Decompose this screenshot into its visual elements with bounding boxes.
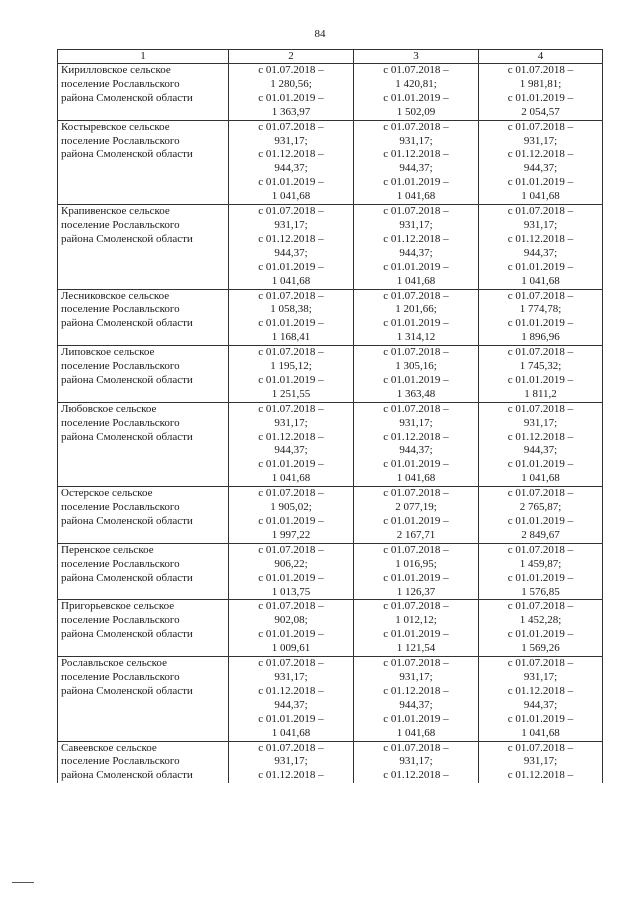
tariff-line: с 01.01.2019 – — [383, 317, 449, 330]
tariff-line: с 01.07.2018 – — [507, 543, 574, 556]
tariff-line: с 01.07.2018 – — [258, 346, 324, 359]
tariff-line: с 01.12.2018 – — [383, 148, 449, 161]
tariff-line: 1 774,78; — [519, 303, 562, 316]
tariff-line: 944,37; — [274, 246, 308, 259]
tariff-line: 1 041,68 — [396, 726, 436, 739]
settlement-name-line: Перенское сельское — [61, 543, 154, 556]
table-row — [58, 120, 603, 204]
table-body — [58, 64, 603, 784]
tariff-line: с 01.01.2019 – — [258, 260, 324, 273]
settlement-name-line: Любовское сельское — [61, 402, 157, 415]
settlement-name-line: района Смоленской области — [61, 684, 193, 697]
tariff-line: с 01.01.2019 – — [383, 373, 449, 386]
tariff-line: с 01.07.2018 – — [383, 64, 449, 76]
tariff-cell-col3 — [354, 741, 479, 783]
tariff-line: с 01.07.2018 – — [507, 346, 574, 359]
settlement-name-line: района Смоленской области — [61, 571, 193, 584]
tariff-line: с 01.01.2019 – — [383, 458, 449, 471]
tariff-line: с 01.01.2019 – — [258, 373, 324, 386]
tariff-line: 1 896,96 — [521, 331, 560, 344]
settlement-name-line: поселение Рославльского — [61, 134, 180, 147]
tariff-cell-col3 — [354, 120, 479, 204]
tariff-line: с 01.01.2019 – — [258, 571, 324, 584]
tariff-line: с 01.12.2018 – — [258, 148, 324, 161]
tariff-line: 1 811,2 — [524, 387, 557, 400]
tariff-line: с 01.07.2018 – — [383, 402, 449, 415]
tariff-line: 2 077,19; — [395, 501, 437, 514]
tariff-line: с 01.01.2019 – — [258, 628, 324, 641]
tariff-line: 1 041,68 — [396, 190, 436, 203]
settlement-name-line: района Смоленской области — [61, 628, 193, 641]
tariff-cell-col4 — [479, 120, 603, 204]
tariff-cell-col2 — [229, 487, 354, 544]
tariff-line: с 01.07.2018 – — [383, 741, 449, 754]
tariff-line: 1 041,68 — [271, 274, 311, 287]
settlement-name-line: поселение Рославльского — [61, 557, 180, 570]
tariff-line: 931,17; — [399, 670, 433, 683]
table-row — [58, 402, 603, 486]
tariff-line: 2 054,57 — [521, 105, 560, 118]
tariff-line: 944,37; — [523, 246, 558, 259]
tariff-line: 1 013,75 — [271, 585, 311, 598]
tariff-cell-col4 — [479, 205, 603, 289]
tariff-line: с 01.07.2018 – — [507, 120, 574, 133]
tariff-line: 931,17; — [399, 416, 433, 429]
tariff-line: с 01.07.2018 – — [258, 741, 324, 754]
settlement-name-cell — [58, 205, 229, 289]
tariff-line: 931,17; — [399, 218, 433, 231]
tariff-line: 1 121,54 — [396, 642, 436, 655]
settlement-name-line: поселение Рославльского — [61, 303, 180, 316]
tariff-line: 1 459,87; — [519, 557, 562, 570]
tariff-line: 1 576,85 — [521, 585, 560, 598]
tariff-line: 1 195,12; — [270, 360, 312, 373]
settlement-name-line: поселение Рославльского — [61, 755, 180, 768]
tariff-line: 1 058,38; — [270, 303, 312, 316]
tariff-line: с 01.07.2018 – — [507, 487, 574, 500]
tariff-line: с 01.12.2018 – — [258, 769, 324, 782]
tariff-line: с 01.07.2018 – — [383, 657, 449, 670]
tariff-line: с 01.01.2019 – — [383, 260, 449, 273]
tariff-line: с 01.01.2019 – — [383, 91, 449, 104]
tariff-cell-col2 — [229, 64, 354, 121]
footer-mark — [12, 882, 34, 883]
tariff-line: 1 502,09 — [396, 105, 436, 118]
tariff-line: 1 569,26 — [521, 642, 560, 655]
tariff-line: 1 012,12; — [395, 614, 437, 627]
tariff-cell-col3 — [354, 289, 479, 346]
table-row — [58, 346, 603, 403]
settlement-name-cell — [58, 346, 229, 403]
tariff-line: 931,17; — [274, 416, 308, 429]
tariff-line: с 01.01.2019 – — [507, 373, 574, 386]
tariff-cell-col4 — [479, 543, 603, 600]
tariff-line: 931,17; — [274, 670, 308, 683]
tariff-line: 1 041,68 — [521, 190, 560, 203]
tariff-cell-col4 — [479, 289, 603, 346]
tariff-line: с 01.07.2018 – — [507, 205, 574, 218]
column-header-2: 2 — [229, 50, 354, 64]
tariff-line: с 01.07.2018 – — [507, 600, 574, 613]
tariff-line: 1 016,95; — [395, 557, 437, 570]
tariff-cell-col4 — [479, 346, 603, 403]
tariff-cell-col4 — [479, 487, 603, 544]
tariff-line: с 01.12.2018 – — [258, 684, 324, 697]
table-row — [58, 205, 603, 289]
tariff-line: с 01.12.2018 – — [383, 684, 449, 697]
tariff-line: 931,17; — [523, 670, 558, 683]
tariff-line: с 01.01.2019 – — [383, 571, 449, 584]
tariff-table — [57, 49, 603, 783]
tariff-line: с 01.12.2018 – — [507, 232, 574, 245]
tariff-line: 1 251,55 — [271, 387, 311, 400]
tariff-line: с 01.07.2018 – — [507, 657, 574, 670]
tariff-line: 931,17; — [274, 218, 308, 231]
settlement-name-line: района Смоленской области — [61, 430, 193, 443]
tariff-cell-col3 — [354, 205, 479, 289]
tariff-line: 944,37; — [399, 246, 433, 259]
tariff-line: 931,17; — [523, 134, 558, 147]
tariff-cell-col3 — [354, 487, 479, 544]
tariff-line: с 01.01.2019 – — [507, 628, 574, 641]
tariff-line: с 01.12.2018 – — [507, 684, 574, 697]
tariff-cell-col3 — [354, 346, 479, 403]
tariff-line: с 01.07.2018 – — [258, 120, 324, 133]
tariff-line: с 01.07.2018 – — [258, 487, 324, 500]
tariff-line: с 01.07.2018 – — [258, 205, 324, 218]
tariff-line: с 01.07.2018 – — [258, 600, 324, 613]
tariff-line: 1 041,68 — [396, 274, 436, 287]
tariff-line: 1 452,28; — [519, 614, 562, 627]
tariff-line: 944,37; — [399, 162, 433, 175]
tariff-cell-col4 — [479, 64, 603, 121]
tariff-line: 931,17; — [523, 218, 558, 231]
tariff-line: с 01.01.2019 – — [507, 712, 574, 725]
tariff-line: с 01.07.2018 – — [258, 64, 324, 76]
tariff-line: 931,17; — [399, 755, 433, 768]
tariff-line: с 01.07.2018 – — [383, 289, 449, 302]
tariff-line: с 01.07.2018 – — [383, 487, 449, 500]
tariff-line: 1 420,81; — [395, 77, 437, 90]
tariff-cell-col2 — [229, 543, 354, 600]
table-row — [58, 289, 603, 346]
settlement-name-line: Лесниковское сельское — [61, 289, 170, 302]
tariff-line: 944,37; — [274, 444, 308, 457]
tariff-line: 1 363,48 — [396, 387, 436, 400]
tariff-line: с 01.01.2019 – — [258, 317, 324, 330]
tariff-line: с 01.01.2019 – — [507, 176, 574, 189]
settlement-name-cell — [58, 402, 229, 486]
settlement-name-line: Костыревское сельское — [61, 120, 170, 133]
settlement-name-line: Пригорьевское сельское — [61, 600, 175, 613]
tariff-line: с 01.01.2019 – — [507, 458, 574, 471]
tariff-line: с 01.07.2018 – — [383, 600, 449, 613]
column-header-1: 1 — [58, 50, 229, 64]
tariff-cell-col3 — [354, 402, 479, 486]
tariff-line: 1 041,68 — [521, 472, 560, 485]
tariff-line: 944,37; — [399, 698, 433, 711]
tariff-cell-col2 — [229, 402, 354, 486]
tariff-cell-col4 — [479, 741, 603, 783]
tariff-line: 1 041,68 — [521, 726, 560, 739]
column-header-4: 4 — [479, 50, 603, 64]
settlement-name-line: поселение Рославльского — [61, 416, 180, 429]
tariff-line: 1 745,32; — [519, 360, 562, 373]
tariff-line: 931,17; — [399, 134, 433, 147]
settlement-name-cell — [58, 657, 229, 741]
settlement-name-line: района Смоленской области — [61, 317, 193, 330]
tariff-line: с 01.12.2018 – — [383, 430, 449, 443]
tariff-cell-col4 — [479, 402, 603, 486]
settlement-name-line: поселение Рославльского — [61, 614, 180, 627]
tariff-line: с 01.07.2018 – — [507, 64, 574, 76]
tariff-line: 931,17; — [274, 134, 308, 147]
tariff-cell-col2 — [229, 346, 354, 403]
tariff-line: 1 981,81; — [519, 77, 562, 90]
settlement-name-cell — [58, 120, 229, 204]
tariff-line: 1 201,66; — [395, 303, 437, 316]
tariff-line: с 01.07.2018 – — [258, 402, 324, 415]
tariff-cell-col3 — [354, 657, 479, 741]
tariff-line: 1 280,56; — [270, 77, 312, 90]
tariff-line: 944,37; — [274, 162, 308, 175]
tariff-line: 1 905,02; — [270, 501, 312, 514]
tariff-line: 2 849,67 — [521, 528, 560, 541]
tariff-line: 1 126,37 — [396, 585, 436, 598]
table-row — [58, 543, 603, 600]
tariff-line: с 01.01.2019 – — [507, 91, 574, 104]
settlement-name-line: района Смоленской области — [61, 769, 193, 782]
tariff-line: 1 314,12 — [396, 331, 436, 344]
tariff-line: 906,22; — [274, 557, 308, 570]
tariff-cell-col3 — [354, 64, 479, 121]
tariff-line: 931,17; — [523, 416, 558, 429]
tariff-line: с 01.12.2018 – — [383, 769, 449, 782]
settlement-name-cell — [58, 741, 229, 783]
table-row — [58, 487, 603, 544]
tariff-line: с 01.07.2018 – — [258, 289, 324, 302]
tariff-line: с 01.07.2018 – — [383, 205, 449, 218]
tariff-cell-col2 — [229, 741, 354, 783]
settlement-name-cell — [58, 487, 229, 544]
tariff-cell-col2 — [229, 120, 354, 204]
table-row — [58, 741, 603, 783]
tariff-line: 2 167,71 — [396, 528, 436, 541]
settlement-name-line: Рославльское сельское — [61, 657, 167, 670]
tariff-line: с 01.01.2019 – — [258, 176, 324, 189]
tariff-line: 944,37; — [523, 698, 558, 711]
tariff-line: 931,17; — [523, 755, 558, 768]
tariff-line: с 01.07.2018 – — [258, 543, 324, 556]
settlement-name-line: Остерское сельское — [61, 487, 153, 500]
tariff-cell-col3 — [354, 543, 479, 600]
tariff-line: с 01.07.2018 – — [507, 289, 574, 302]
tariff-line: с 01.12.2018 – — [507, 430, 574, 443]
tariff-line: 1 041,68 — [271, 472, 311, 485]
tariff-line: с 01.01.2019 – — [507, 571, 574, 584]
tariff-line: 1 305,16; — [395, 360, 437, 373]
tariff-line: 2 765,87; — [519, 501, 562, 514]
tariff-line: с 01.07.2018 – — [383, 120, 449, 133]
tariff-line: с 01.01.2019 – — [507, 260, 574, 273]
tariff-line: с 01.07.2018 – — [507, 741, 574, 754]
tariff-line: с 01.01.2019 – — [383, 176, 449, 189]
tariff-line: 1 363,97 — [271, 105, 311, 118]
tariff-line: с 01.01.2019 – — [383, 515, 449, 527]
tariff-cell-col2 — [229, 205, 354, 289]
tariff-line: с 01.07.2018 – — [507, 402, 574, 415]
table-row — [58, 64, 603, 121]
tariff-line: 902,08; — [274, 614, 308, 627]
tariff-line: 944,37; — [399, 444, 433, 457]
tariff-line: с 01.07.2018 – — [258, 657, 324, 670]
tariff-line: с 01.01.2019 – — [258, 458, 324, 471]
tariff-line: с 01.01.2019 – — [383, 628, 449, 641]
table-row — [58, 600, 603, 657]
tariff-line: с 01.12.2018 – — [258, 430, 324, 443]
tariff-line: с 01.01.2019 – — [258, 712, 324, 725]
settlement-name-line: поселение Рославльского — [61, 501, 180, 514]
tariff-line: с 01.12.2018 – — [507, 769, 574, 782]
tariff-line: с 01.12.2018 – — [258, 232, 324, 245]
settlement-name-line: района Смоленской области — [61, 148, 193, 161]
tariff-line: с 01.07.2018 – — [383, 346, 449, 359]
tariff-line: с 01.01.2019 – — [258, 515, 324, 527]
tariff-line: 1 041,68 — [271, 190, 311, 203]
tariff-cell-col4 — [479, 600, 603, 657]
tariff-line: с 01.01.2019 – — [507, 317, 574, 330]
settlement-name-line: Савеевское сельское — [61, 741, 157, 754]
settlement-name-cell — [58, 600, 229, 657]
tariff-line: 944,37; — [523, 162, 558, 175]
tariff-cell-col2 — [229, 600, 354, 657]
tariff-cell-col4 — [479, 657, 603, 741]
tariff-line: 1 041,68 — [271, 726, 311, 739]
tariff-line: 1 041,68 — [521, 274, 560, 287]
tariff-line: 1 168,41 — [271, 331, 311, 344]
tariff-line: 944,37; — [274, 698, 308, 711]
settlement-name-line: района Смоленской области — [61, 91, 193, 104]
tariff-line: 1 009,61 — [271, 642, 311, 655]
settlement-name-line: района Смоленской области — [61, 515, 193, 527]
tariff-line: 1 041,68 — [396, 472, 436, 485]
settlement-name-cell — [58, 289, 229, 346]
settlement-name-cell — [58, 543, 229, 600]
settlement-name-line: района Смоленской области — [61, 373, 193, 386]
tariff-line: с 01.01.2019 – — [383, 712, 449, 725]
tariff-cell-col2 — [229, 657, 354, 741]
tariff-line: 931,17; — [274, 755, 308, 768]
tariff-line: с 01.01.2019 – — [507, 515, 574, 527]
tariff-cell-col2 — [229, 289, 354, 346]
tariff-line: с 01.07.2018 – — [383, 543, 449, 556]
table-header-row — [58, 50, 603, 64]
settlement-name-line: района Смоленской области — [61, 232, 193, 245]
settlement-name-cell — [58, 64, 229, 121]
page-number: 84 — [314, 28, 326, 40]
settlement-name-line: поселение Рославльского — [61, 77, 180, 90]
settlement-name-line: поселение Рославльского — [61, 218, 180, 231]
settlement-name-line: Липовское сельское — [61, 346, 155, 359]
table-row — [58, 657, 603, 741]
tariff-line: с 01.01.2019 – — [258, 91, 324, 104]
column-header-3: 3 — [354, 50, 479, 64]
tariff-line: с 01.12.2018 – — [383, 232, 449, 245]
settlement-name-line: Кирилловское сельское — [61, 64, 171, 76]
tariff-line: 1 997,22 — [271, 528, 311, 541]
tariff-cell-col3 — [354, 600, 479, 657]
settlement-name-line: Крапивенское сельское — [61, 205, 170, 218]
settlement-name-line: поселение Рославльского — [61, 360, 180, 373]
tariff-line: с 01.12.2018 – — [507, 148, 574, 161]
tariff-line: 944,37; — [523, 444, 558, 457]
settlement-name-line: поселение Рославльского — [61, 670, 180, 683]
